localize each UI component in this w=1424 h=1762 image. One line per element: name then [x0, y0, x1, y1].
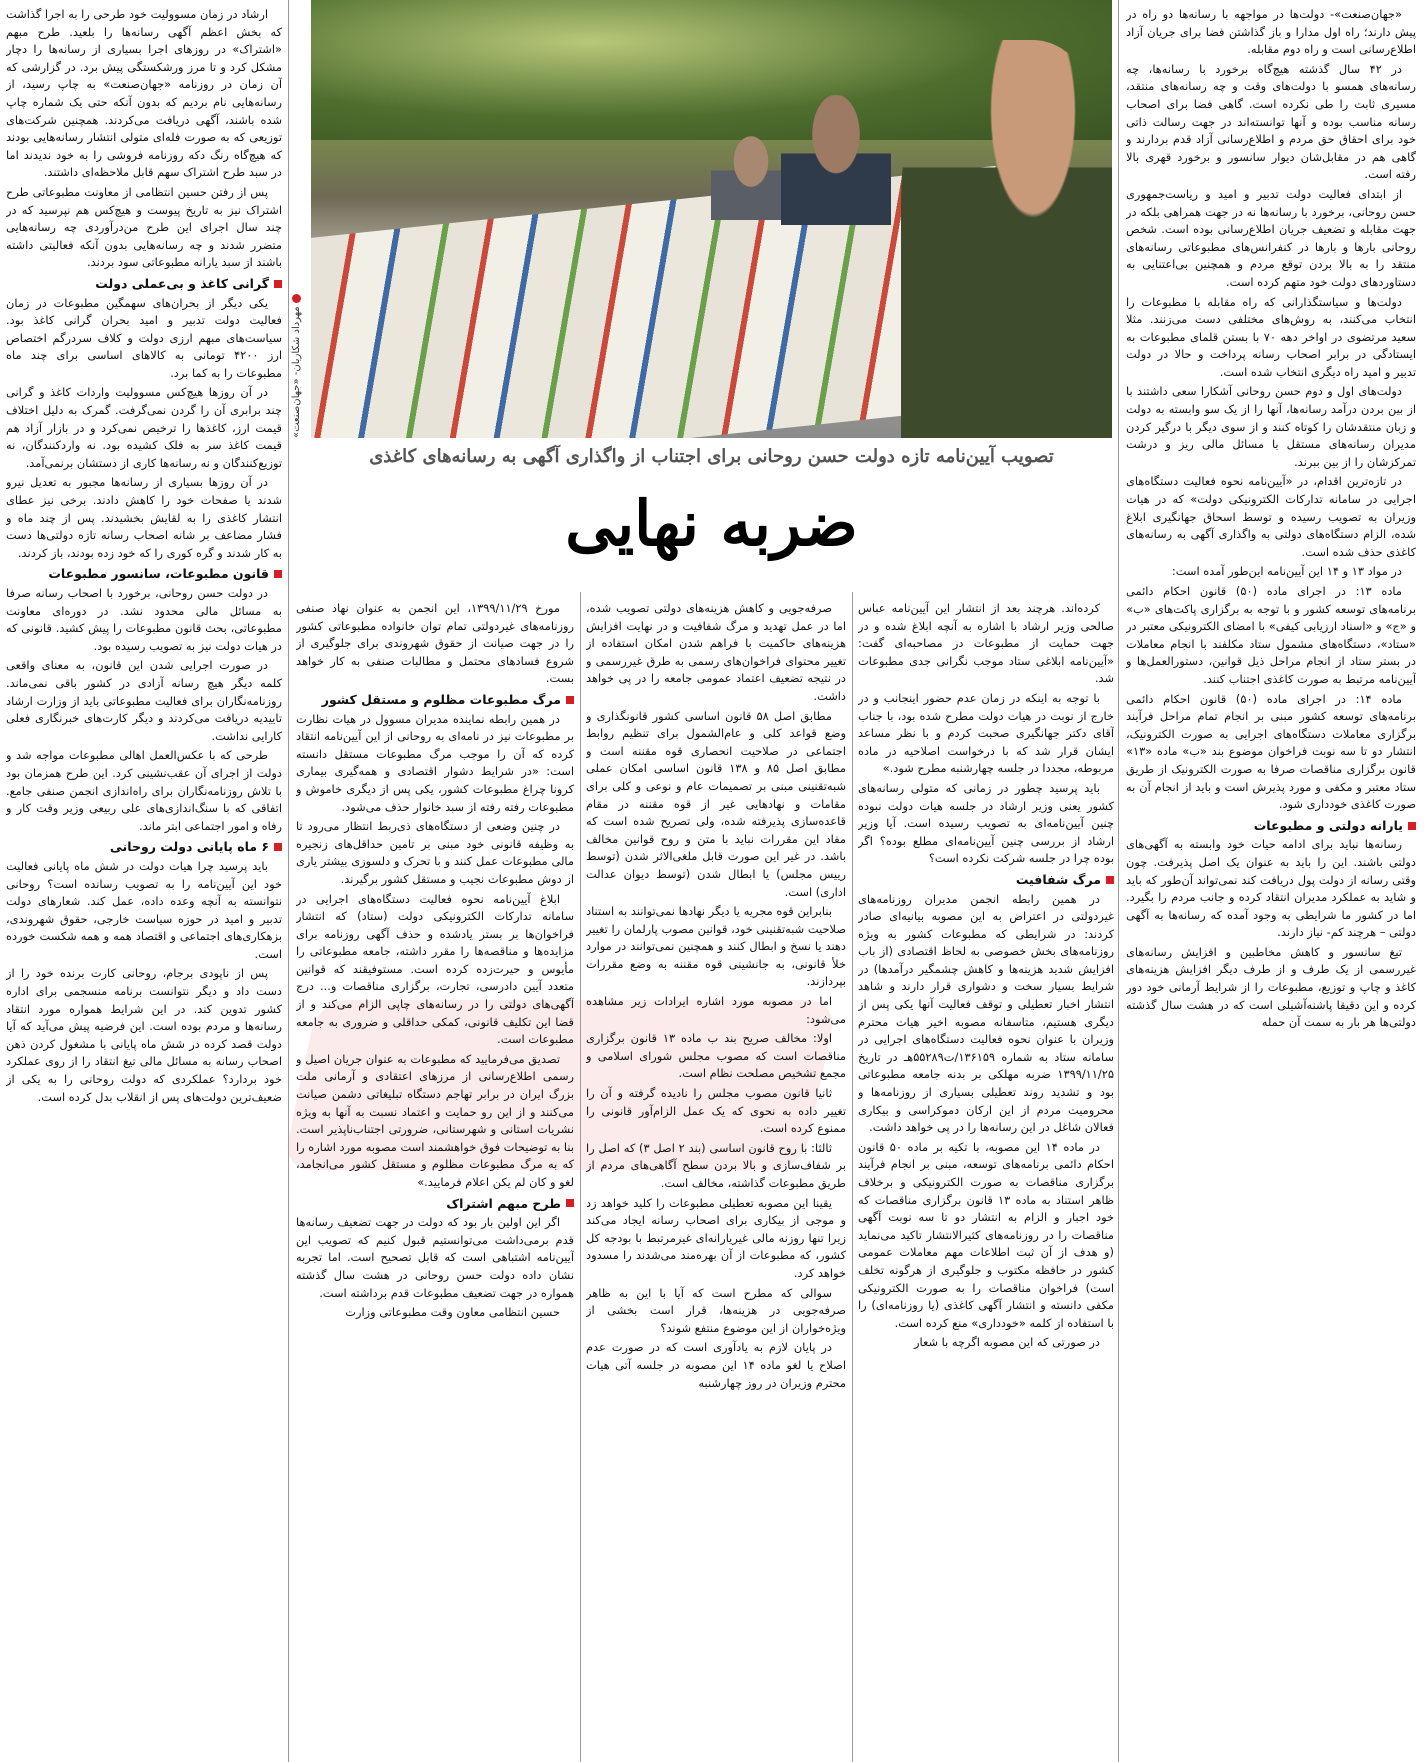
paragraph: با توجه به اینکه در زمان عدم حضور اینجانب و در خارج از نوبت در هیات دولت مطرح شده بود، با جناب آقای دکتر جهانگیری صحبت کردم و با نظر مساعد ایشان قرار شد که با درخواست اصلاحیه در ماده مربوطه، مجددا در جلسه چهارشنبه مطرح شود.» [858, 690, 1114, 776]
paragraph: صرفه‌جویی و کاهش هزینه‌های دولتی تصویب شده، اما در عمل تهدید و مرگ شفافیت و در نهایت افزایش هزینه‌های حاکمیت با فراهم شدن امکان استفاده از تغییر محتوای فراخوان‌های رسمی به طرق غیررسمی و در نتیجه تضعیف اعتماد عمومی جامعه را در پی خواهد داشت. [586, 601, 846, 703]
red-square-icon [566, 696, 574, 704]
paragraph: در همین رابطه نماینده مدیران مسوول در هیات نظارت بر مطبوعات نیز در نامه‌ای به روحانی از این آیین‌نامه انتقاد کرده که آن را موجب مرگ مطبوعات مستقل دانسته است: «در شرایط دشوار اقتصادی و همه‌گیری بیماری کرونا چراغ مطبوعات کشور، یکی پس از دیگری خاموش و مطبوعات رفته رفته از سبد خانوار حذف می‌شود. [296, 711, 574, 814]
paragraph: «جهان‌صنعت»- دولت‌ها در مواجهه با رسانه‌ها دو راه در پیش دارند؛ راه اول مدارا و باز گذاشتن فضا برای جریان آزاد اطلاع‌رسانی است و راه دوم مقابله. [1126, 7, 1416, 57]
red-square-icon [274, 570, 282, 578]
subheading: قانون مطبوعات، سانسور مطبوعات [6, 565, 282, 583]
paragraph: تیغ سانسور و کاهش مخاطبین و افزایش رسانه‌های غیررسمی از یک طرف و از طرف دیگر افزایش هزینه‌های کاغذ و چاپ و توزیع، مطبوعات را از شرایط آرمانی خود دور کرده و این دقیقا پاشنه‌آشیلی است که در هشت سال گذشته دولتی‌ها هر بار به سمت آن حمله [1126, 944, 1416, 1030]
newspaper-stand-photo [311, 0, 1112, 438]
paragraph: در ماده ۱۴ این مصوبه، با تکیه بر ماده ۵۰ قانون احکام دائمی برنامه‌های توسعه، مبنی بر انجام فرآیند برگزاری مناقصات به صورت الکترونیکی و برخلاف ظاهر استناد به ماده ۱۳ قانون برگزاری مناقصات که خود اجبار و الزام به انتشار دو تا سه نوبت آگهی مناقصات را در روزنامه‌های کثیرالانتشار تاکید می‌نماید (و هدف از آن ثبت اطلاعات مهم معاملات عمومی کشور در حافظه مکتوب و جلوگیری از هرگونه تخلف است) فراخوان مناقصات را به صورت الکترونیکی مکفی دانسته و انتشار آگهی کاغذی (یا روزنامه‌ای) را با استفاده از کلمه «خودداری» منع کرده است. [858, 1139, 1114, 1330]
photo-person [711, 130, 791, 220]
photo-credit: مهرداد شکاریان- «جهان‌صنعت» [291, 248, 307, 438]
paragraph: در تازه‌ترین اقدام، در «آیین‌نامه نحوه فعالیت دستگاه‌های اجرایی در سامانه تدارکات الکترونیکی دولت» که در هیات وزیران به تصویب رسیده و توسط اسحاق جهانگیری ابلاغ شده، الزام دستگاه‌های دولتی به واگذاری آگهی به رسانه‌های کاغذی حذف شده است. [1126, 474, 1416, 559]
paragraph: ثانیا قانون مصوب مجلس را نادیده گرفته و آن را تغییر داده به نحوی که یک عمل الزام‌آور قانونی را ممنوع کرده است. [586, 1086, 846, 1136]
paragraph: رسانه‌ها نباید برای ادامه حیات خود وابسته به آگهی‌های دولتی باشند. این را باید به عنوان یک اصل پذیرفت. چون وقتی رسانه از دولت پول دریافت کند نمی‌تواند آن‌طور که باید و شاید به عملکرد مدیران انتقاد کرده و جانب مردم را بگیرد. اما در کشور ما شرایطی به وجود آمده که رسانه‌ها به آگهی دولتی – هرچند کم- نیاز دارند. [1126, 837, 1416, 940]
photo-person [781, 95, 891, 225]
column-left-outer [6, 6, 282, 1756]
paragraph: حسین انتظامی معاون وقت مطبوعاتی وزارت [345, 1305, 560, 1320]
red-square-icon [1408, 822, 1416, 830]
paragraph: باید پرسید چطور در زمانی که متولی رسانه‌های کشور یعنی وزیر ارشاد در جلسه هیات دولت نبوده چنین آیین‌نامه‌ای به تصویب رسیده است. آیا وزیر ارشاد از بررسی چنین آیین‌نامه‌ای مطلع بوده؟ اگر بوده چرا در جلسه شرکت نکرده است؟ [858, 780, 1114, 866]
paragraph: پس از ناپودی برجام، روحانی کارت برنده خود را از دست داد و دیگر نتوانست برنامه منسجمی برای اداره کشور تدوین کند. در این شرایط همواره مورد انتقاد رسانه‌ها و مردم بوده است. این فرضیه پیش می‌آید که آیا دولت قصد کرده در شش ماه پایانی با مشغول کردن ذهن اصحاب رسانه به مسائل مالی تیغ انتقاد را از روی عملکرد خود بردارد؟ عملکردی که دولت روحانی را به یکی از ضعیف‌ترین دولت‌های پس از انقلاب بدل کرده است. [6, 966, 282, 1104]
paragraph: اولا: مخالف صریح بند ب ماده ۱۳ قانون برگزاری مناقصات است که مصوب مجلس شورای اسلامی و مجمع تشخیص مصلحت نظام است. [586, 1031, 846, 1081]
paragraph: اگر این اولین بار بود که دولت در جهت تضعیف رسانه‌ها قدم برمی‌داشت می‌توانستیم قبول کنیم که تصویب این آیین‌نامه اشتباهی است که قابل تصحیح است. اما تجربه نشان داده دولت حسن روحانی در هشت سال گذشته همواره در جهت تضعیف مطبوعات قدم برداشته است. [296, 1215, 574, 1300]
paragraph: تصدیق می‌فرمایید که مطبوعات به عنوان جریان اصیل و رسمی اطلاع‌رسانی از مرزهای اعتقادی و آرمانی ملت بزرگ ایران در برابر تهاجم دستگاه تبلیغاتی دشمن صیانت می‌کنند و از این رو حمایت و اعتماد نسبت به آنها به ویژه نشریات استانی و شهرستانی، ضرورتی اجتناب‌ناپذیر است. بنا به توضیحات فوق خواهشمند است مصوبه مورد اشاره را که به مرگ مطبوعات مظلوم و مستقل کشور می‌انجامد، لغو و کان لم یکن اعلام فرمایید.» [296, 1051, 574, 1189]
paragraph: در پایان لازم به یادآوری است که در صورت عدم اصلاح یا لغو ماده ۱۴ این مصوبه در جلسه آتی هیات محترم وزیران در روز چهارشنبه [586, 1340, 846, 1390]
column-divider [852, 592, 853, 1762]
paragraph: ماده ۱۴: در اجرای ماده (۵۰) قانون احکام دائمی برنامه‌های توسعه کشور مبنی بر انجام تمام مراحل فرآیند برگزاری معاملات دستگاه‌های اجرایی به صورت الکترونیک، انتشار دو تا سه نوبت فراخوان موضوع بند «ب» ماده «۱۳» قانون برگزاری مناقصات صرفا به صورت الکترونیک از طریق ستاد معتبر و مکفی و مورد پذیرش است و باید از انجام آن به صورت کاغذی خودداری شود. [1126, 691, 1416, 812]
red-square-icon [274, 280, 282, 288]
paragraph: در دولت حسن روحانی، برخورد با اصحاب رسانه صرفا به مسائل مالی محدود نشد. در دوره‌ای معاونت مطبوعاتی، بحث قانون مطبوعات را پیش کشید. قانونی که در هیات دولت نیز به تصویب رسیده بود. [6, 586, 282, 653]
subheading: مرگ مطبوعات مظلوم و مستقل کشور [296, 691, 574, 709]
paragraph: در آن روزها بسیاری از رسانه‌ها مجبور به تعدیل نیرو شدند یا صفحات خود را کاهش دادند. برخی نیز عطای انتشار کاغذی را به لقایش بخشیدند. پس از چند ماه و فشار مضاعف بر شانه اصحاب رسانه تازه دولتی‌ها دست به کار شدند و گره کوری را که خود زده بودند، باز کردند. [6, 475, 282, 560]
paragraph: ابلاغ آیین‌نامه نحوه فعالیت دستگاه‌های اجرایی در سامانه تدارکات الکترونیکی دولت (ستاد) که انتشار فراخوان‌ها بر بستر یادشده و حذف آگهی روزنامه برای مزایده‌ها و مناقصه‌ها را مقرر داشته، جامعه مطبوعاتی را مأیوس و حیرت‌زده کرده است. مستوفیقند که قوانین متعدد آیین دادرسی، تجارت، برگزاری مناقصات و... درج آگهی‌های دولتی را در رسانه‌های چاپی الزام می‌کند و از قضا این تکلیف قانونی، کمکی حداقلی و ضروری به جامعه مطبوعات است. [296, 891, 574, 1047]
paragraph: از ابتدای فعالیت دولت تدبیر و امید و ریاست‌جمهوری حسن روحانی، برخورد با رسانه‌ها نه در جهت همراهی بلکه در جهت مقابله و تضعیف جریان اطلاع‌رسانی بوده است. شخص روحانی بارها و بارها در کنفرانس‌های مطبوعاتی رسانه‌های منتقد را به بالا بردن توقع مردم و همچنین بی‌اعتنایی به دستاوردهای دولت خود متهم کرده است. [1126, 186, 1416, 289]
red-square-icon [274, 843, 282, 851]
paragraph: یقینا این مصوبه تعطیلی مطبوعات را کلید خواهد زد و موجی از بیکاری برای اصحاب رسانه ایجاد می‌کند زیرا تنها روزنه مالی غیریارانه‌ای غیرمرتبط با بودجه کل کشور، که مطبوعات از آن بهره‌مند می‌شدند را مسدود خواهد کرد. [586, 1195, 846, 1280]
paragraph: کرده‌اند. هرچند بعد از انتشار این آیین‌نامه عباس صالحی وزیر ارشاد با اشاره به آنچه ابلاغ شده و در جهت حمایت از مطبوعات در مصاحبه‌ای گفت: «آیین‌نامه ابلاغی ستاد موجب نگرانی جدی مطبوعات شد. [858, 601, 1114, 686]
paragraph: یکی دیگر از بحران‌های سهمگین مطبوعات در زمان فعالیت دولت تدبیر و امید بحران گرانی کاغذ بود. سیاست‌های مبهم ارزی دولت و کلاف سردرگم اختصاص ارز ۴۲۰۰ تومانی به کالاهای اساسی برای چند ماه مطبوعات را به کما برد. [6, 295, 282, 380]
column-mid-right [858, 600, 1114, 1756]
paragraph: در همین رابطه انجمن مدیران روزنامه‌های غیردولتی در اعتراض به این مصوبه بیانیه‌ای صادر کردند: در شرایطی که مطبوعات کشور به ویژه روزنامه‌های بخش خصوصی به لحاظ اقتصادی (از باب افزایش شدید هزینه‌ها و کاهش چشمگیر درآمدها) در شرایط بسیار سخت و دشواری قرار دارند و شاهد انتشار اخبار تعطیلی و توقف فعالیت آنها یکی پس از دیگری هستیم، متاسفانه مصوبه اخیر هیات محترم وزیران با عنوان نحوه فعالیت دستگاه‌های اجرایی در سامانه ستاد به شماره ۱۳۶۱۵۹/ت۵۵۲۸۹هـ در تاریخ ۱۳۹۹/۱۱/۲۵ ضربه مهلکی بر بدنه جامعه مطبوعاتی بود و تشدید روند تعطیلی بسیاری از روزنامه‌ها و محرومیت مردم از این ارکان دموکراسی و بیکاری فعالان شاغل در این رسانه‌ها را در پی خواهد داشت. [858, 891, 1114, 1135]
paragraph: دولت‌های اول و دوم حسن روحانی آشکارا سعی داشتند با از بین بردن درآمد رسانه‌ها، آنها را از یک سو وابسته به دولت و زبان منتقدشان را کوتاه کنند و از سوی دیگر با درگیر کردن مدیران رسانه‌های مستقل با مسائل مالی ریز و درشت تمرکزشان را از بین ببرند. [1126, 384, 1416, 469]
column-right [1126, 6, 1416, 1756]
paragraph: اما در مصوبه مورد اشاره ایرادات زیر مشاهده می‌شود: [586, 994, 846, 1026]
paragraph: باید پرسید چرا هیات دولت در شش ماه پایانی فعالیت خود این آیین‌نامه را به تصویب رسانده است؟ روحانی نتوانسته به آنچه وعده داده، عمل کند. شعارهای دولت تدبیر و امید در حوزه سیاست خارجی، حقوق شهروندی، بزهکاری‌های اجتماعی و اقتصاد همه و همه شکست خورده است. [6, 858, 282, 961]
column-divider [288, 0, 289, 1762]
paragraph: پس از رفتن حسین انتظامی از معاونت مطبوعاتی طرح اشتراک نیز به تاریخ پیوست و هیچ‌کس هم نپرسید که در چند سال اجرای این طرح من‌درآوردی چه رسانه‌هایی متضرر شدند و چه رسانه‌هایی بدون آنکه فعالیتی داشته باشند از سبد یارانه مطبوعاتی سود بردند. [6, 184, 282, 270]
paragraph: سوالی که مطرح است که آیا با این به ظاهر صرفه‌جویی در هزینه‌ها، قرار است بخشی از ویژه‌خواران از این موضوع منتفع شوند؟ [586, 1285, 846, 1335]
paragraph: مطابق اصل ۵۸ قانون اساسی کشور قانونگذاری و وضع قواعد کلی و عام‌الشمول برای تنظیم روابط اجتماعی در صلاحیت انحصاری قوه مقننه است و مطابق اصل ۸۵ و ۱۳۸ قانون اساسی امکان عملی شبه‌تقنینی مبنی بر تصمیمات عام و نوعی و کلی برای مقامات و نهادهایی غیر از قوه مقننه در مقام قاعده‌سازی پذیرفته شده، ولی تصریح شده است که مفاد این مقررات نباید با متن و روح قوانین مخالف باشد. در غیر این صورت قابل ملغی‌الاثر شدن (توسط رییس مجلس) یا ابطال شدن (توسط دیوان عدالت اداری) است. [586, 708, 846, 899]
paragraph: طرحی که با عکس‌العمل اهالی مطبوعات مواجه شد و دولت از اجرای آن عقب‌نشینی کرد. این طرح همزمان بود با تلاش روزنامه‌نگاران برای راه‌اندازی انجمن صنفی جامع. اتفاقی که با سنگ‌اندازی‌های علی ربیعی وزیر وقت کار و رفاه و امور اجتماعی ابتر ماند. [6, 748, 282, 833]
paragraph: بنابراین قوه مجریه یا دیگر نهادها نمی‌توانند به استناد صلاحیت شبه‌تقنینی خود، قوانین مصوب پارلمان را تغییر دهند یا نسخ و ابطال کنند و همچنین نمی‌توانند در موارد خلأ قانونی، به جانشینی قوه مقننه به وضع مقررات بپردازند. [586, 904, 846, 989]
column-mid-left [586, 600, 846, 1756]
subheading: مرگ شفافیت [858, 871, 1114, 889]
article-headline: ضربه نهایی [565, 487, 858, 560]
article-suptitle: تصویب آیین‌نامه تازه دولت حسن روحانی برای اجتناب از واگذاری آگهی به رسانه‌های کاغذی [369, 446, 1054, 467]
column-left-inner [296, 600, 574, 1756]
paragraph: در صورت اجرایی شدن این قانون، به معنای واقعی کلمه دیگر هیچ رسانه آزادی در کشور باقی نمی‌ماند. روزنامه‌نگاران برای فعالیت مطبوعاتی باید از وزارت ارشاد تاییدیه دریافت می‌کردند و دیگر کارت‌های خبرنگاری فعلی کارایی نداشت. [6, 658, 282, 743]
camera-icon [293, 294, 302, 303]
subheading: یارانه دولتی و مطبوعات [1126, 817, 1416, 835]
column-divider [580, 592, 581, 1762]
paragraph: دولت‌ها و سیاستگذارانی که راه مقابله با مطبوعات را انتخاب می‌کنند، به روش‌های مختلفی دست می‌زنند. مثلا سعید مرتضوی در اواخر دهه ۷۰ با بستن قلمای مطبوعات به ایستادگی در برابر اصحاب رسانه پرداخت و حالا در دولت تدبیر و امید راه دیگری انتخاب شده است. [1126, 294, 1416, 379]
paragraph: در ۴۲ سال گذشته هیچ‌گاه برخورد با رسانه‌ها، چه رسانه‌های همسو با دولت‌های وقت و چه رسانه‌های منتقد، مسیری ثابت را طی نکرده است. گاهی فضا برای اصحاب رسانه مناسب بوده و آنها توانسته‌اند در جهت رسالت ذاتی خود برای احقاق حق مردم و اطلاع‌رسانی آزاد قدم بردارند و گاهی هم در مقابل‌شان دیوار سانسور و برخورد قهری بالا رفته است. [1126, 61, 1416, 182]
photo-person [901, 40, 1112, 438]
paragraph: در آن روزها هیچ‌کس مسوولیت واردات کاغذ و گرانی چند برابری آن را گردن نمی‌گرفت. گمرک به دلیل اختلاف قیمت ارز، کاغذها را ترخیص نمی‌کرد و در بازار آزاد هم قیمت کاغذ سر به فلک کشیده بود. نه وارد‌کنندگان، نه توزیع‌کنندگان و نه رسانه‌ها کاری از دستشان برنمی‌آمد. [6, 385, 282, 470]
red-square-icon [566, 1199, 574, 1207]
red-square-icon [1106, 876, 1114, 884]
paragraph: ارشاد در زمان مسوولیت خود طرحی را به اجرا گذاشت که بخش اعظم آگهی رسانه‌ها را بلعید. طرح مبهم «اشتراک» در روزهای اجرا بسیاری از رسانه‌ها را دچار مشکل کرد و تا مرز ورشکستگی پیش برد. در گزارشی که آن زمان در روزنامه «جهان‌صنعت» به چاپ رسید، از رسانه‌هایی نام بردیم که بدون آنکه حتی یک شماره چاپ شده باشند، آگهی دریافت می‌کردند. همچنین شرکت‌های توزیعی که به صورت فله‌ای متولی انتشار رسانه‌هایی بودند که هیچ‌گاه رنگ دکه روزنامه فروشی را به خود ندیدند اما در سبد طرح اشتراک سهم قابل ملاحظه‌ای داشتند. [6, 7, 282, 180]
paragraph: ثالثا: با روح قانون اساسی (بند ۲ اصل ۳) که اصل را بر شفاف‌سازی و بالا بردن سطح آگاهی‌های مردم از طریق مطبوعات گذاشته، مخالف است. [586, 1140, 846, 1190]
paragraph: ماده ۱۳: در اجرای ماده (۵۰) قانون احکام دائمی برنامه‌های توسعه کشور و با توجه به برگزاری پاکت‌های «ب» و «ج» و «اسناد ارزیابی کیفی» با امضای الکترونیکی معتبر در «ستاد»، دستگاه‌های مشمول ستاد مکلفند با انجام معاملات در بستر ستاد از انجام مراحل ذیل قوانین، دستورالعمل‌ها و آیین‌نامه مرتبط به صورت کاغذی اجتناب کنند. [1126, 584, 1416, 686]
column-divider [1118, 0, 1119, 1762]
subheading: طرح مبهم اشتراک [296, 1195, 574, 1213]
paragraph: در صورتی که این مصوبه اگرچه با شعار [914, 1335, 1100, 1350]
paragraph: مورخ ۱۳۹۹/۱۱/۲۹، این انجمن به عنوان نهاد صنفی روزنامه‌های غیردولتی تمام توان خانواده مطبوعاتی کشور را در جهت صیانت از حقوق شهروندی برای جلوگیری از شروع فسادهای محتمل و مطالبات صنفی به کار خواهد بست. [296, 601, 574, 686]
paragraph: در مواد ۱۳ و ۱۴ این آیین‌نامه این‌طور آمده است: [1171, 564, 1402, 579]
paragraph: در چنین وضعی از دستگاه‌های ذی‌ربط انتظار می‌رود تا به وظیفه قانونی خود مبنی بر تامین حداقل‌های زنجیره مالی مطبوعات عمل کنند و با تحرک و دلسوزی بیشتر یاری از دوش مطبوعات نجیب و مستقل کشور برگیرند. [296, 819, 574, 886]
subheading: گرانی کاغذ و بی‌عملی دولت [6, 275, 282, 293]
subheading: ۶ ماه پایانی دولت روحانی [6, 838, 282, 856]
